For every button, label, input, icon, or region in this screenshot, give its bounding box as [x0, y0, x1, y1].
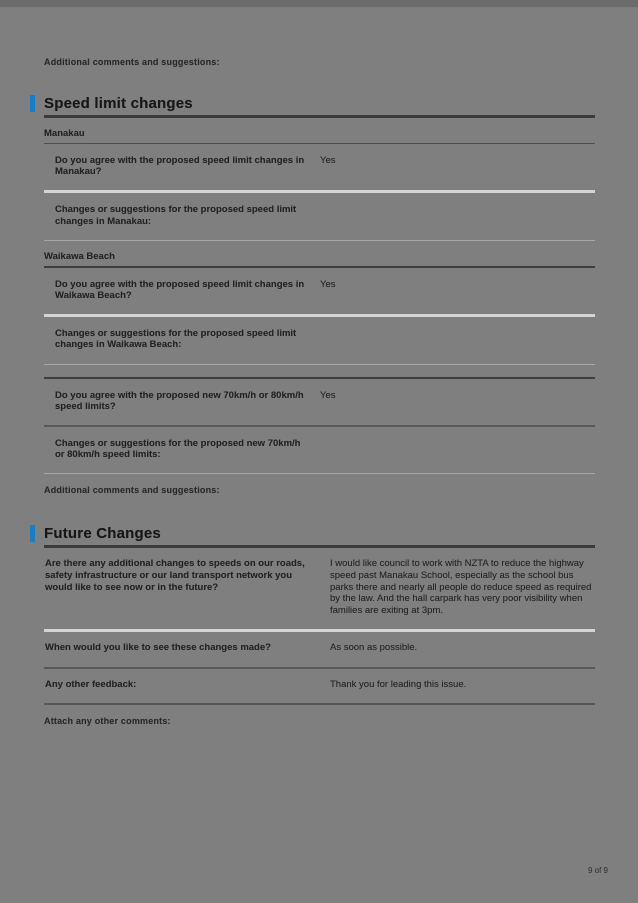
question-row [44, 317, 595, 363]
section-title-text: Speed limit changes [44, 95, 193, 112]
row-separator [44, 364, 595, 365]
question-label: Do you agree with the proposed new 70km/h or 80km/h speed limits? [55, 389, 304, 412]
question-label: Changes or suggestions for the proposed speed limit changes in Waikawa Beach: [55, 328, 297, 351]
answer-value: I would like council to work with NZTA to reduce the highway speed past Manakau School, especially as the school bus parks there and nearly all people do reduce speed as required by the law. And the hall carpark has very poor visibility when families are exiting at 3pm. [330, 558, 592, 616]
question-label: Changes or suggestions for the proposed new 70km/h or 80km/h speed limits: [55, 438, 301, 461]
question-label: Do you agree with the proposed speed limit changes in Waikawa Beach? [55, 278, 305, 302]
question-label: Are there any additional changes to speeds on our roads, safety infrastructure or our land transport network you would like to see now or in the future? [45, 558, 305, 593]
section-title-future [44, 525, 595, 542]
group-heading: Waikawa Beach [44, 241, 595, 268]
section-speed-limit-changes [44, 95, 595, 497]
question-label: Any other feedback: [45, 678, 137, 690]
document-page [44, 57, 595, 728]
question-label: When would you like to see these changes made? [45, 642, 271, 654]
question-row [44, 268, 595, 314]
group-manakau [44, 118, 595, 241]
question-label: Do you agree with the proposed speed limit changes in Manakau? [55, 155, 305, 178]
accent-bar-icon [30, 95, 35, 112]
question-row [44, 632, 595, 667]
question-row [44, 427, 595, 473]
page-number: 9 of 9 [587, 866, 608, 875]
answer-value: Thank you for leading this issue. [330, 678, 467, 690]
page-top-strip [0, 0, 638, 7]
question-label: Changes or suggestions for the proposed speed limit changes in Manakau: [55, 204, 297, 227]
answer-value: Yes [320, 278, 336, 290]
section-footer-note: Attach any other comments: [44, 716, 171, 727]
section-title-text: Future Changes [44, 525, 161, 543]
answer-value: As soon as possible. [330, 642, 418, 654]
accent-bar-icon [30, 525, 35, 542]
group-heading: Manakau [44, 118, 595, 144]
question-row [44, 144, 595, 190]
section-future-changes [44, 525, 595, 728]
question-row [44, 379, 595, 425]
section-title-speed [44, 95, 595, 112]
question-row [44, 548, 595, 629]
question-row [44, 193, 595, 239]
group-speed-limits-70-80 [44, 377, 595, 475]
section-footer-note: Additional comments and suggestions: [44, 485, 220, 496]
top-note: Additional comments and suggestions: [44, 57, 220, 67]
answer-value: Yes [320, 389, 336, 401]
question-row [44, 669, 595, 704]
group-waikawa-beach [44, 241, 595, 365]
answer-value: Yes [320, 155, 336, 166]
